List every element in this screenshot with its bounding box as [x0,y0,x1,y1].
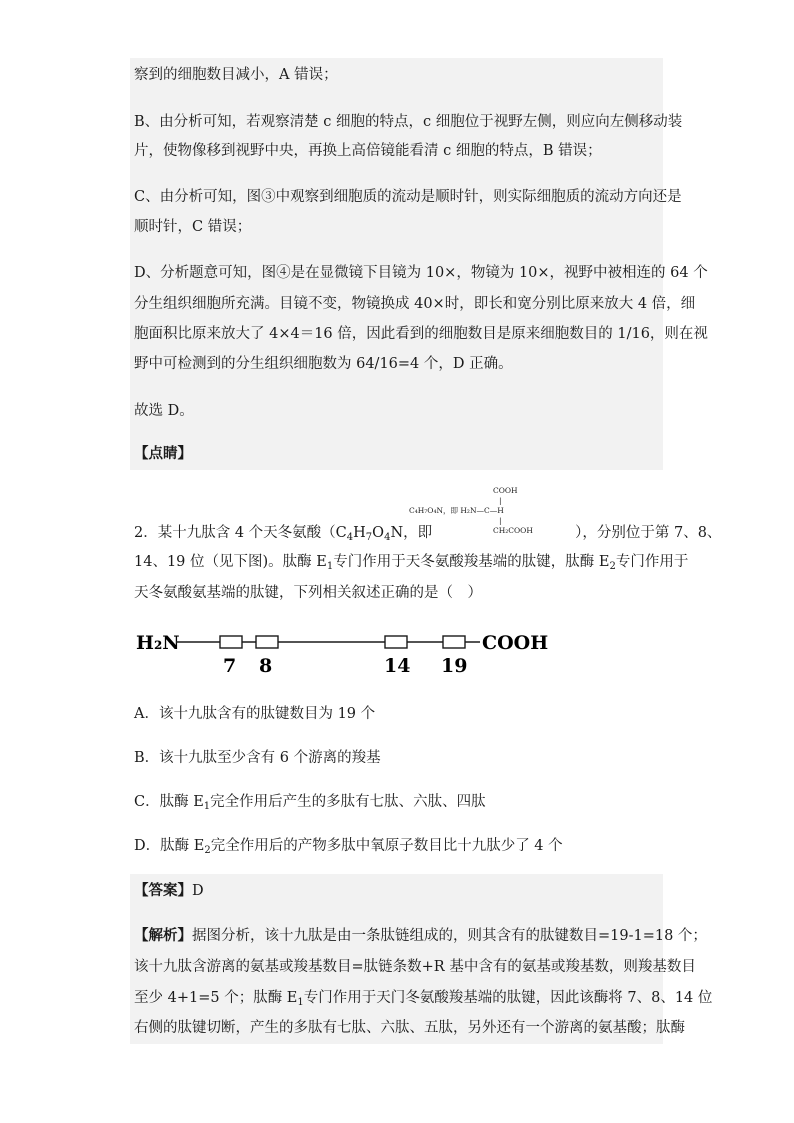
option-c: C．肽酶 $E_1$完全作用后产生的多肽有七肽、六肽、四肽 [134,794,486,812]
question-line-2: 14、19 位（见下图)。肽酶 $E_1$专门作用于天冬氨酸羧基端的肽键，肽酶 $E_2$专门作用于 [134,554,689,572]
position-label-14: 14 [384,655,411,677]
prev-line-1: 察到的细胞数目减小，A 错误； [134,67,338,83]
analysis-line-1: 【解析】据图分析，该十九肽是由一条肽链组成的，则其含有的肽键数目=19-1=18 个； [134,927,707,944]
answer-label: 【答案】 [134,882,192,899]
formula-cooh-top: COOH [493,486,518,495]
question-line-1: 2．某十九肽含 4 个天冬氨酸（$C_4H_7O_4N$，即 ），分别位于第 7、8、 [134,525,722,543]
analysis-line-3: 至少 4+1=5 个；肽酶 $E_1$专门作用于天门冬氨酸羧基端的肽键，因此该酶将 7、8、14 位 [134,990,713,1008]
residue-box-7 [220,636,242,648]
option-d-analysis-line-1: D、分析题意可知，图④是在显微镜下目镜为 10×，物镜为 10×，视野中被相连的 64 个 [134,265,708,281]
position-label-19: 19 [441,655,468,677]
option-b-analysis-line-2: 片，使物像移到视野中央，再换上高倍镜能看清 c 细胞的特点，B 错误； [134,143,602,159]
remark-label: 【点睛】 [134,445,192,462]
option-d-analysis-line-3: 胞面积比原来放大了 4×4＝16 倍，因此看到的细胞数目是原来细胞数目的 1/16，则在视 [134,326,708,342]
residue-box-19 [443,636,465,648]
formula-bar-top: | [499,496,502,505]
final-choice: 故选 D。 [134,403,194,419]
c-terminus-label: COOH [482,632,549,654]
option-b: B．该十九肽至少含有 6 个游离的羧基 [134,750,381,766]
analysis-label: 【解析】 [134,927,192,944]
position-label-7: 7 [223,655,237,677]
option-b-analysis-line-1: B、由分析可知，若观察清楚 c 细胞的特点，c 细胞位于视野左侧，则应向左侧移动装 [134,114,683,130]
question-line-3: 天冬氨酸氨基端的肽键，下列相关叙述正确的是（ ） [134,585,482,601]
formula-bar-bottom: | [499,516,502,525]
residue-box-14 [385,636,407,648]
residue-box-8 [256,636,278,648]
answer-value: D [192,883,204,899]
option-d-analysis-line-4: 野中可检测到的分生组织细胞数为 64/16=4 个，D 正确。 [134,356,513,372]
option-c-analysis-line-2: 顺时针，C 错误； [134,219,252,235]
answer-line [134,881,204,901]
formula-ch2cooh: CH₂COOH [493,526,533,535]
option-d: D．肽酶 $E_2$完全作用后的产物多肽中氧原子数目比十九肽少了 4 个 [134,838,563,856]
option-a: A．该十九肽含有的肽键数目为 19 个 [134,706,376,722]
position-label-8: 8 [259,655,273,677]
analysis-line-4: 右侧的肽键切断，产生的多肽有七肽、六肽、五肽，另外还有一个游离的氨基酸；肽酶 [134,1020,685,1036]
n-terminus-label: H₂N [136,632,180,654]
peptide-chain-diagram [134,624,554,678]
option-d-analysis-line-2: 分生组织细胞所充满。目镜不变，物镜换成 40×时，即长和宽分别比原来放大 4 倍，细 [134,296,696,312]
formula-main-line: C₄H₇O₄N，即 H₂N—C—H [409,506,504,515]
option-c-analysis-line-1: C、由分析可知，图③中观察到细胞质的流动是顺时针，则实际细胞质的流动方向还是 [134,189,682,205]
analysis-line-2: 该十九肽含游离的氨基或羧基数目=肽链条数+R 基中含有的氨基或羧基数，则羧基数目 [134,959,696,975]
